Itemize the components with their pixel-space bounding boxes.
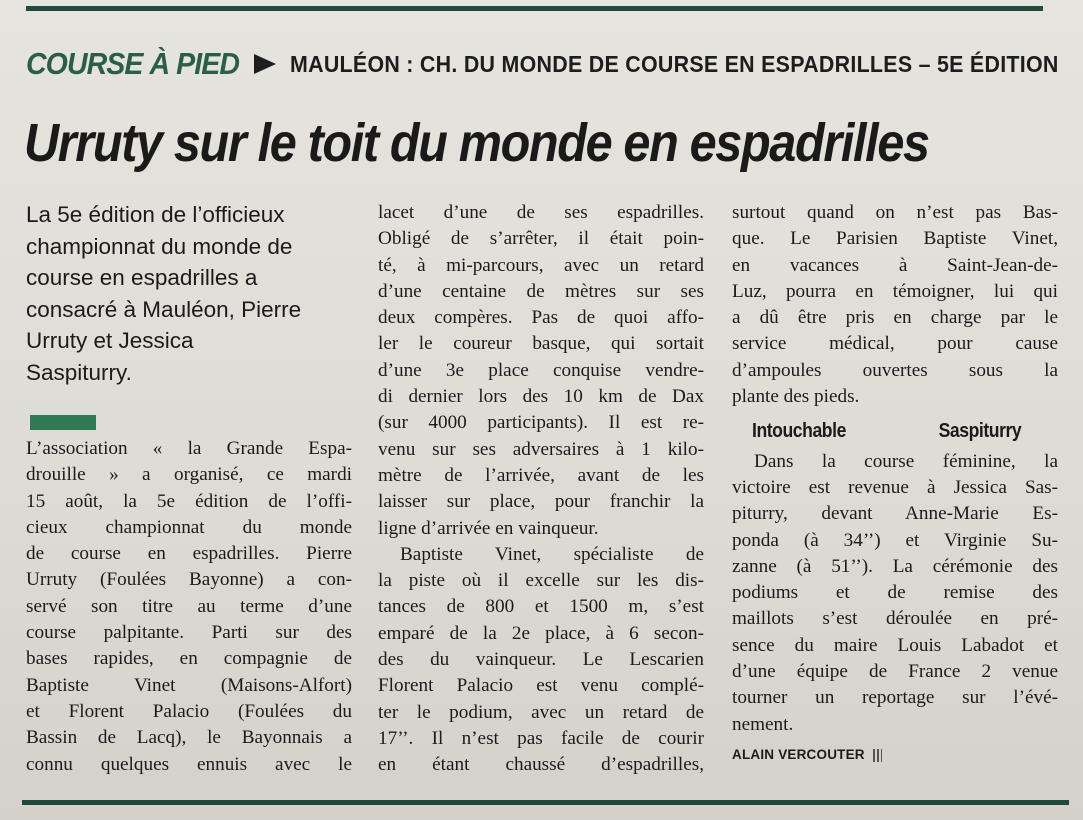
text-line: connu quelques ennuis avec le <box>26 753 352 775</box>
text-line: d’une centaine de mètres sur ses <box>378 280 704 302</box>
text-line: zanne (à 51’’). La cérémonie des <box>732 555 1058 577</box>
lead-line: La 5e édition de l’officieux <box>26 202 285 227</box>
byline <box>732 742 1058 768</box>
lead-line: Urruty et Jessica <box>26 328 194 353</box>
text-line: la piste où il excelle sur les dis- <box>378 570 704 592</box>
bottom-rule <box>22 800 1069 805</box>
text-line: L’association « la Grande Espa- <box>26 438 352 459</box>
text-column-1 <box>26 436 352 778</box>
text-line: laisser sur place, pour franchir la <box>378 491 704 513</box>
text-line: en étant chaussé d’espadrilles, <box>378 754 704 776</box>
text-line: tourner un reportage sur l’évé- <box>732 687 1058 709</box>
text-line: ter le podium, avec un retard de <box>378 701 704 723</box>
text-line: cieux championnat du monde <box>26 516 352 538</box>
text-column-3 <box>732 200 1058 768</box>
text-line: Urruty (Foulées Bayonne) a con- <box>26 569 352 591</box>
text-line: a dû être pris en charge par le <box>732 307 1058 329</box>
text-line: d’ampoules ouvertes sous la <box>732 359 1058 381</box>
event-label: MAULÉON : CH. DU MONDE DE COURSE EN ESPADRILLES – 5E ÉDITION <box>289 50 1059 77</box>
text-line: plante des pieds. <box>732 386 860 408</box>
text-line: podiums et de remise des <box>732 582 1058 604</box>
text-line: d’une équipe de France 2 venue <box>732 661 1058 683</box>
text-line: Baptiste Vinet, spécialiste de <box>400 543 704 565</box>
section-marker <box>30 415 96 430</box>
text-line: 15 août, la 5e édition de l’offi- <box>26 490 352 512</box>
text-line: nement. <box>732 713 794 735</box>
text-line: ponda (à 34’’) et Virginie Su- <box>732 529 1058 551</box>
text-line: 17’’. Il n’est pas facile de courir <box>378 727 704 749</box>
text-line: en vacances à Saint-Jean-de- <box>732 254 1058 276</box>
text-line: Dans la course féminine, la <box>754 450 1058 472</box>
text-line: et Florent Palacio (Foulées du <box>26 700 352 722</box>
text-line: Florent Palacio est venu complé- <box>378 675 704 697</box>
text-line: Bassin de Lacq), le Bayonnais a <box>26 727 352 749</box>
top-rule <box>26 6 1043 11</box>
text-line: de course en espadrilles. Pierre <box>26 543 352 565</box>
lead-line: course en espadrilles a <box>26 265 258 290</box>
text-column-2 <box>378 200 704 779</box>
author-name: ALAIN VERCOUTER <box>732 746 865 762</box>
text-line: tances de 800 et 1500 m, s’est <box>378 596 704 618</box>
lead-line: championnat du monde de <box>26 233 293 259</box>
text-line: (sur 4000 participants). Il est re- <box>378 412 704 434</box>
text-line: lacet d’une de ses espadrilles. <box>378 202 704 223</box>
text-line: drouille » a organisé, ce mardi <box>26 464 352 486</box>
text-line: piturry, devant Anne-Marie Es- <box>732 503 1058 525</box>
text-line: ler le coureur basque, qui sortait <box>378 333 704 355</box>
end-mark-icon <box>873 749 882 762</box>
text-line: servé son titre au terme d’une <box>26 595 352 617</box>
text-line: Baptiste Vinet (Maisons-Alfort) <box>26 674 352 696</box>
section-rubric: COURSE À PIED <box>26 46 240 81</box>
play-arrow-icon <box>254 54 276 74</box>
lead-paragraph <box>26 199 356 388</box>
text-line: té, à mi-parcours, avec un retard <box>378 254 704 276</box>
text-line: que. Le Parisien Baptiste Vinet, <box>732 228 1058 250</box>
text-line: service médical, pour cause <box>732 333 1058 355</box>
text-line: mètre de l’arrivée, avant de les <box>378 464 704 486</box>
text-line: emparé de la 2e place, à 6 secon- <box>378 622 704 644</box>
text-line: maillots s’est déroulée en pré- <box>732 608 1058 630</box>
text-line: des du vainqueur. Le Lescarien <box>378 649 704 671</box>
subheading: Intouchable Saspiturry <box>752 420 1022 443</box>
text-line: victoire est revenue à Jessica Sas- <box>732 476 1058 498</box>
text-line: venu sur ses adversaires à 1 kilo- <box>378 438 704 460</box>
text-line: ligne d’arrivée en vainqueur. <box>378 517 599 539</box>
text-line: di dernier lors des 10 km de Dax <box>378 386 704 408</box>
text-line: Luz, pourra en témoigner, lui qui <box>732 280 1058 302</box>
text-line: deux compères. Pas de quoi affo- <box>378 307 704 329</box>
text-line: bases rapides, en compagnie de <box>26 648 352 670</box>
lead-line: Saspiturry. <box>26 359 132 385</box>
text-line: course palpitante. Parti sur des <box>26 622 352 644</box>
lead-line: consacré à Mauléon, Pierre <box>26 296 302 322</box>
text-line: sence du maire Louis Labadot et <box>732 634 1058 656</box>
headline: Urruty sur le toit du monde en espadrilles <box>24 113 929 173</box>
text-line: d’une 3e place conquise vendre- <box>378 359 704 381</box>
text-line: surtout quand on n’est pas Bas- <box>732 202 1058 223</box>
text-line: Obligé de s’arrêter, il était poin- <box>378 228 704 250</box>
kicker-line <box>26 44 1083 84</box>
